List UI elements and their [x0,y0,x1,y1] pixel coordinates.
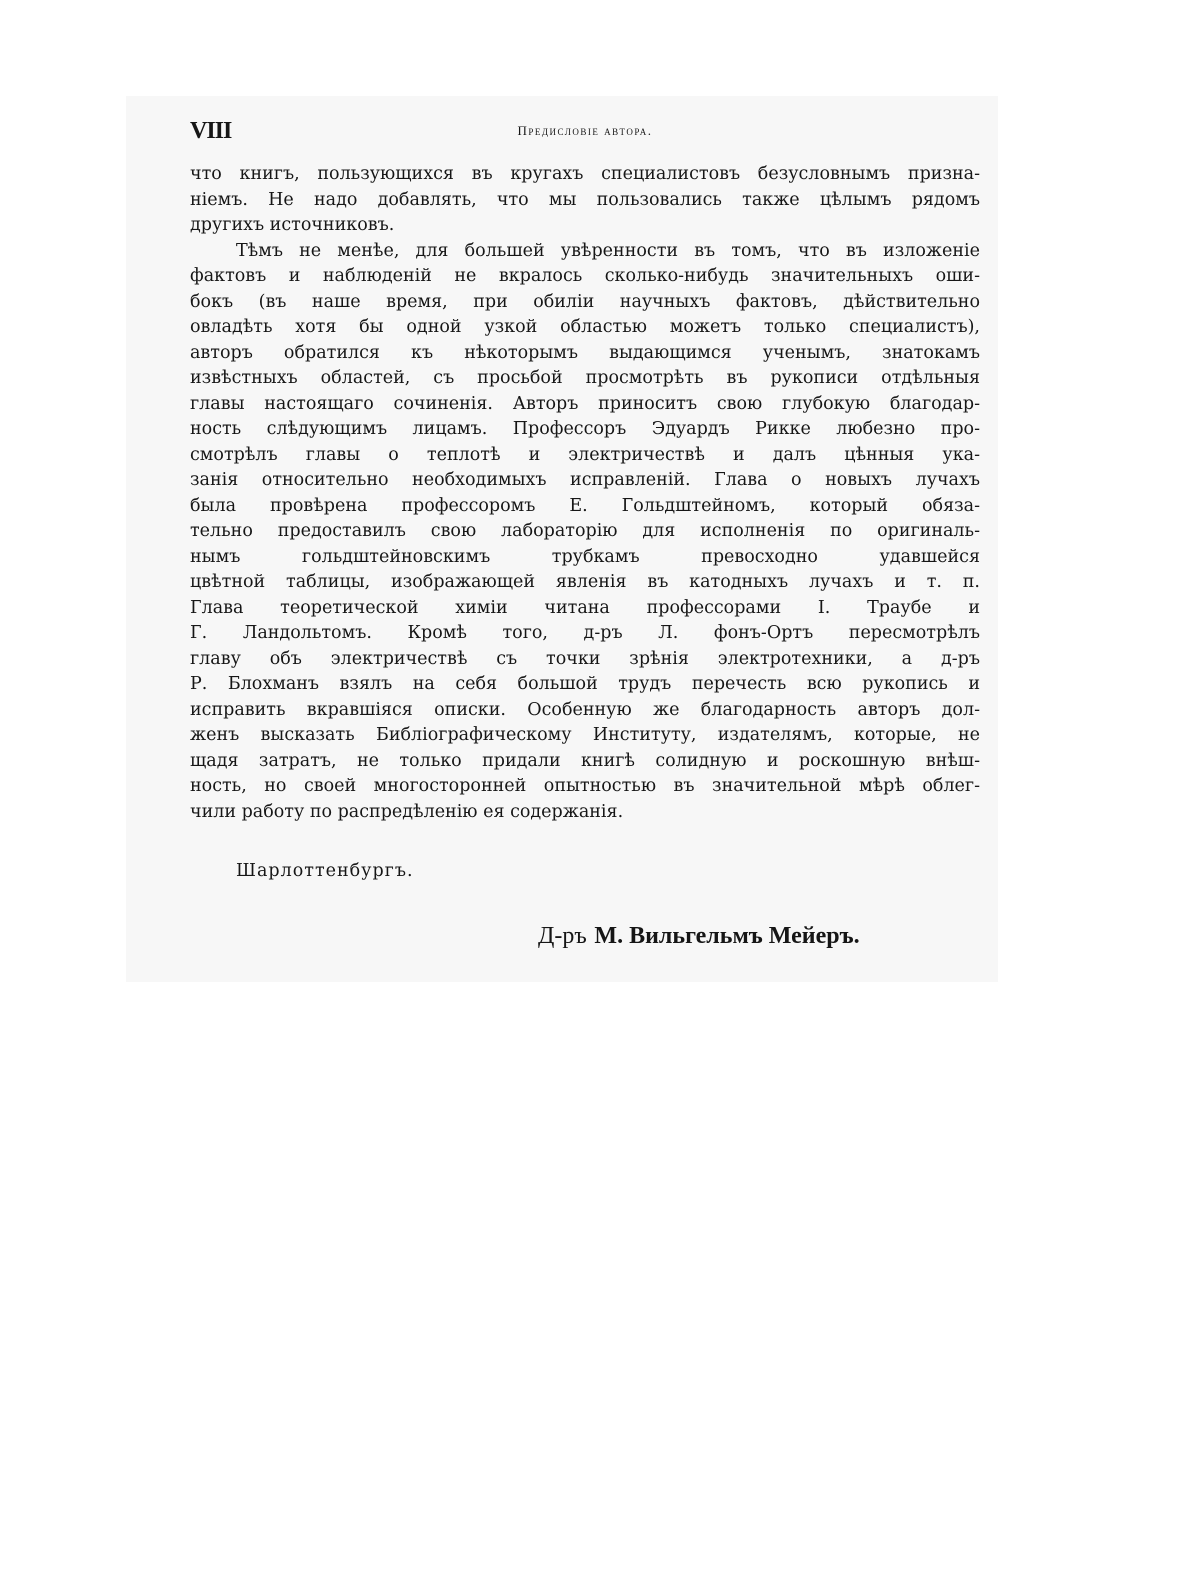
text-line: что книгъ, пользующихся въ кругахъ специалистовъ безусловнымъ призна- [190,164,980,184]
text-line: тельно предоставилъ свою лабораторію для исполненія по оригиналь- [190,521,980,541]
text-line: Р. Блохманъ взялъ на себя большой трудъ перечесть всю рукопись и [190,674,980,694]
text-line: была провѣрена профессоромъ Е. Гольдштейномъ, который обяза- [190,495,980,516]
text-line: другихъ источниковъ. [190,215,395,235]
text-line: занія относительно необходимыхъ исправленій. Глава о новыхъ лучахъ [190,470,980,490]
text-line: Глава теоретической химіи читана профессорами І. Траубе и [190,597,980,618]
text-line: щадя затратъ, не только придали книгѣ солидную и роскошную внѣш- [190,750,980,771]
text-line: главу объ электричествѣ съ точки зрѣнія электротехники, а д-ръ [190,648,980,669]
text-line: главы настоящаго сочиненія. Авторъ приноситъ свою глубокую благодар- [190,393,980,414]
text-line: цвѣтной таблицы, изображающей явленія въ катодныхъ лучахъ и т. п. [190,572,980,592]
text-line: ніемъ. Не надо добавлять, что мы пользовались также цѣлымъ рядомъ [190,189,980,210]
text-line: женъ высказать Библіографическому Институту, издателямъ, которые, не [190,725,980,745]
text-line: ность, но своей многосторонней опытностью въ значительной мѣрѣ облег- [190,776,980,796]
text-line: авторъ обратился къ нѣкоторымъ выдающимся ученымъ, знатокамъ [190,342,980,363]
signature-name: М. Вильгельмъ Мейеръ. [594,923,860,949]
text-line: чили работу по распредѣленію ея содержанія. [190,801,624,822]
author-signature [538,921,860,950]
running-head [190,118,980,148]
text-line: смотрѣлъ главы о теплотѣ и электричествѣ и далъ цѣнныя ука- [190,444,980,465]
text-line: Тѣмъ не менѣе, для большей увѣренности въ томъ, что въ изложеніе [236,240,980,261]
text-line: бокъ (въ наше время, при обиліи научныхъ фактовъ, дѣйствительно [190,291,980,312]
paragraph [190,239,980,826]
preface-body [190,162,980,825]
paragraph [190,162,980,239]
text-line: Г. Ландольтомъ. Кромѣ того, д-ръ Л. фонъ-Ортъ пересмотрѣлъ [190,623,980,643]
text-line: извѣстныхъ областей, съ просьбой просмотрѣть въ рукописи отдѣльныя [190,368,980,388]
text-line: овладѣть хотя бы одной узкой областью можетъ только специалистъ), [190,317,980,337]
running-title: Предисловіе автора. [517,123,653,138]
text-line: исправить вкравшіяся описки. Особенную же благодарность авторъ дол- [190,699,980,720]
signature-prefix: Д-ръ [538,923,587,949]
text-line: фактовъ и наблюденій не вкралось сколько-нибудь значительныхъ оши- [190,266,980,286]
place-line: Шарлоттенбургъ. [236,861,414,881]
page-number: VIII [190,118,232,144]
text-line: нымъ гольдштейновскимъ трубкамъ превосходно удавшейся [190,546,980,567]
text-line: ность слѣдующимъ лицамъ. Профессоръ Эдуардъ Рикке любезно про- [190,419,980,439]
